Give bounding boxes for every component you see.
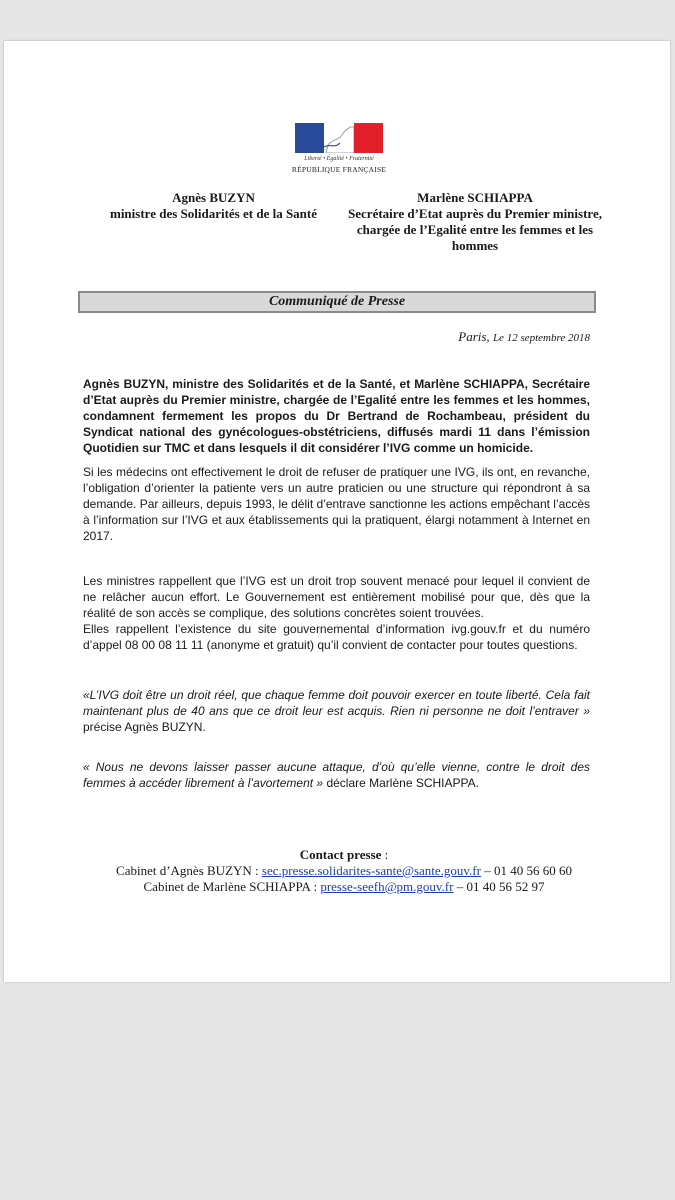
dateline-date: Le 12 septembre 2018 [492,332,590,344]
signatory-right [344,190,606,254]
contact-line-schiappa: Cabinet de Marlène SCHIAPPA : presse-seefh@pm.gouv.fr – 01 40 56 52 97 [143,879,545,894]
motto: Liberté • Égalité • Fraternité [304,156,374,162]
quote-buzyn-attribution: précise Agnès BUZYN. [83,720,206,734]
quote-buzyn [83,687,590,735]
quote-schiappa [83,759,590,791]
signatory-right-title: Secrétaire d’Etat auprès du Premier ministre, chargée de l’Egalité entre les femmes et les hommes [348,206,602,253]
signatory-left [86,190,341,222]
signatory-right-name: Marlène SCHIAPPA [417,190,533,205]
paragraph-ministers-b: Elles rappellent l’existence du site gouvernemental d’information ivg.gouv.fr et du numéro d’appel 08 00 08 11 11 (anonyme et gratuit) qu’il convient de contacter pour toutes questions. [83,622,590,652]
contact-email-schiappa[interactable]: presse-seefh@pm.gouv.fr [320,879,454,894]
quote-schiappa-text: « Nous ne devons laisser passer aucune attaque, d’où qu’elle vienne, contre le droit des femmes à accéder librement à l’avortement » [83,760,590,790]
paragraph-intro: Agnès BUZYN, ministre des Solidarités et de la Santé, et Marlène SCHIAPPA, Secrétaire d’Etat auprès du Premier ministre, chargée de l’Egalité entre les femmes et les hommes, condamnent fermement les propos du Dr Bertrand de Rochambeau, président du Syndicat national des gynécologues-obstétriciens, diffusés mardi 11 dans l’émission Quotidien sur TMC et dans lesquels il dit considérer l’IVG comme un homicide. [83,377,590,455]
contact-heading: Contact presse [299,847,382,862]
dateline [458,329,590,345]
paragraph-ministers-a: Les ministres rappellent que l’IVG est un droit trop souvent menacé pour lequel il convient de ne relâcher aucun effort. Le Gouvernement est entièrement mobilisé pour que, dès que la réalité de son accès se complique, des solutions concrètes soient trouvées. [83,574,590,620]
republique-francaise-logo [291,121,397,183]
document-page [4,41,670,982]
quote-buzyn-text: «L’IVG doit être un droit réel, que chaque femme doit pouvoir exercer en toute liberté. Cela fait maintenant plus de 40 ans que ce droit leur est acquis. Rien ni personne ne doit l’entraver » [83,688,590,718]
paragraph-ministers [83,573,590,653]
republic-name: RÉPUBLIQUE FRANÇAISE [291,165,387,174]
contact-email-buzyn[interactable]: sec.presse.solidarites-sante@sante.gouv.fr [261,863,481,878]
signatory-left-name: Agnès BUZYN [172,190,255,205]
contact-line-buzyn: Cabinet d’Agnès BUZYN : sec.presse.solidarites-sante@sante.gouv.fr – 01 40 56 60 60 [116,863,572,878]
press-contact: Contact presse : Cabinet d’Agnès BUZYN : sec.presse.solidarites-sante@sante.gouv.fr – 01 40 56 60 60 Cabinet de Marlène SCHIAPPA : presse-seefh@pm.gouv.fr – 01 40 56 52 97 [74,847,614,895]
quote-schiappa-attribution: déclare Marlène SCHIAPPA. [323,776,479,790]
marianne-logo-icon [295,123,383,153]
dateline-city: Paris, [458,329,490,344]
press-release-banner: Communiqué de Presse [78,291,596,313]
paragraph-doctors: Si les médecins ont effectivement le droit de refuser de pratiquer une IVG, ils ont, en revanche, l’obligation d’orienter la patiente vers un autre praticien ou une structure qui répondront à sa demande. Par ailleurs, depuis 1993, le délit d’entrave sanctionne les actions empêchant l’accès à l’information sur l’IVG et aux établissements qui la pratiquent, élargi notamment à Internet en 2017. [83,465,590,543]
signatory-left-title: ministre des Solidarités et de la Santé [109,206,318,221]
